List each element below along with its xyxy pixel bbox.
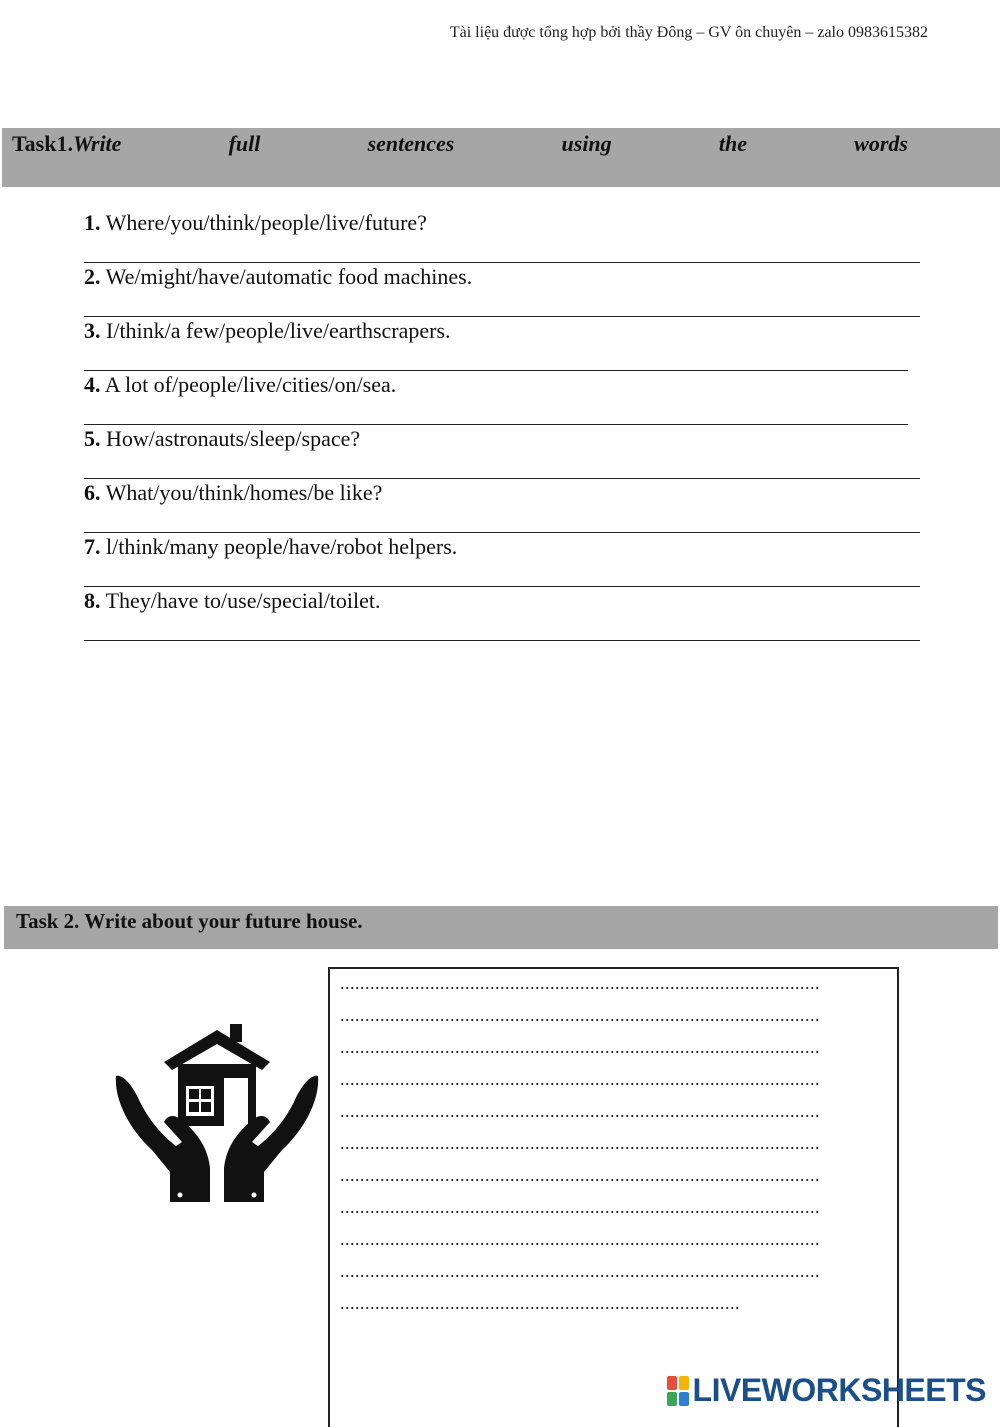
task2-title: Task 2. Write about your future house. [16, 909, 363, 933]
writing-area[interactable] [328, 967, 899, 1427]
logo-text: LIVEWORKSHEETS [692, 1372, 986, 1408]
prompt-text: We/might/have/automatic food machines. [100, 264, 473, 289]
liveworksheets-logo[interactable] [667, 1372, 986, 1409]
dotted-line: ................................................................................................ [340, 1069, 820, 1089]
prompt-text: I/think/a few/people/live/earthscrapers. [100, 318, 451, 343]
dotted-line: ................................................................................................ [340, 973, 820, 993]
prompt-list [84, 208, 920, 640]
dotted-line: ................................................................................................ [340, 1101, 820, 1121]
prompt-number: 6. [84, 480, 101, 505]
dotted-line: ................................................................................................ [340, 1037, 820, 1057]
task1-word: words [854, 131, 908, 156]
logo-block [667, 1376, 677, 1390]
prompt-number: 2. [84, 264, 101, 289]
prompt-item [84, 424, 920, 478]
answer-line[interactable] [84, 640, 920, 641]
dotted-line: ................................................................................................ [340, 1261, 820, 1281]
prompt-text: They/have to/use/special/toilet. [100, 588, 381, 613]
task1-label: Task1. [12, 131, 73, 156]
prompt-number: 8. [84, 588, 101, 613]
prompt-item [84, 316, 920, 370]
dotted-line: ................................................................................................ [340, 1197, 820, 1217]
prompt-item [84, 208, 920, 262]
prompt-item [84, 586, 920, 640]
task1-title [12, 131, 908, 157]
logo-block [667, 1392, 677, 1406]
prompt-number: 4. [84, 372, 101, 397]
prompt-text: What/you/think/homes/be like? [100, 480, 383, 505]
prompt-item [84, 478, 920, 532]
dotted-line: ................................................................................................ [340, 1229, 820, 1249]
task1-word: using [561, 131, 612, 156]
dotted-line: ................................................................................ [340, 1293, 740, 1313]
prompt-text: l/think/many people/have/robot helpers. [100, 534, 458, 559]
dotted-line: ................................................................................................ [340, 1165, 820, 1185]
logo-block [679, 1376, 689, 1390]
prompt-number: 7. [84, 534, 101, 559]
prompt-number: 3. [84, 318, 101, 343]
prompt-text: How/astronauts/sleep/space? [100, 426, 361, 451]
prompt-number: 5. [84, 426, 101, 451]
prompt-number: 1. [84, 210, 101, 235]
prompt-item [84, 370, 920, 424]
prompt-text: Where/you/think/people/live/future? [100, 210, 427, 235]
house-in-hands-icon [112, 1018, 322, 1208]
dotted-line: ................................................................................................ [340, 1005, 820, 1025]
logo-block [679, 1392, 689, 1406]
prompt-item [84, 532, 920, 586]
dotted-line: ................................................................................................ [340, 1133, 820, 1153]
liveworksheets-logo-icon [667, 1376, 689, 1406]
prompt-text: A lot of/people/live/cities/on/sea. [100, 372, 397, 397]
header-note: Tài liệu được tổng hợp bởi thầy Đông – GV ôn chuyên – zalo 0983615382 [449, 24, 928, 41]
prompt-item [84, 262, 920, 316]
task1-word: sentences [367, 131, 455, 156]
task1-word: Write [72, 131, 122, 156]
task1-word: full [228, 131, 261, 156]
task1-word: the [718, 131, 747, 156]
